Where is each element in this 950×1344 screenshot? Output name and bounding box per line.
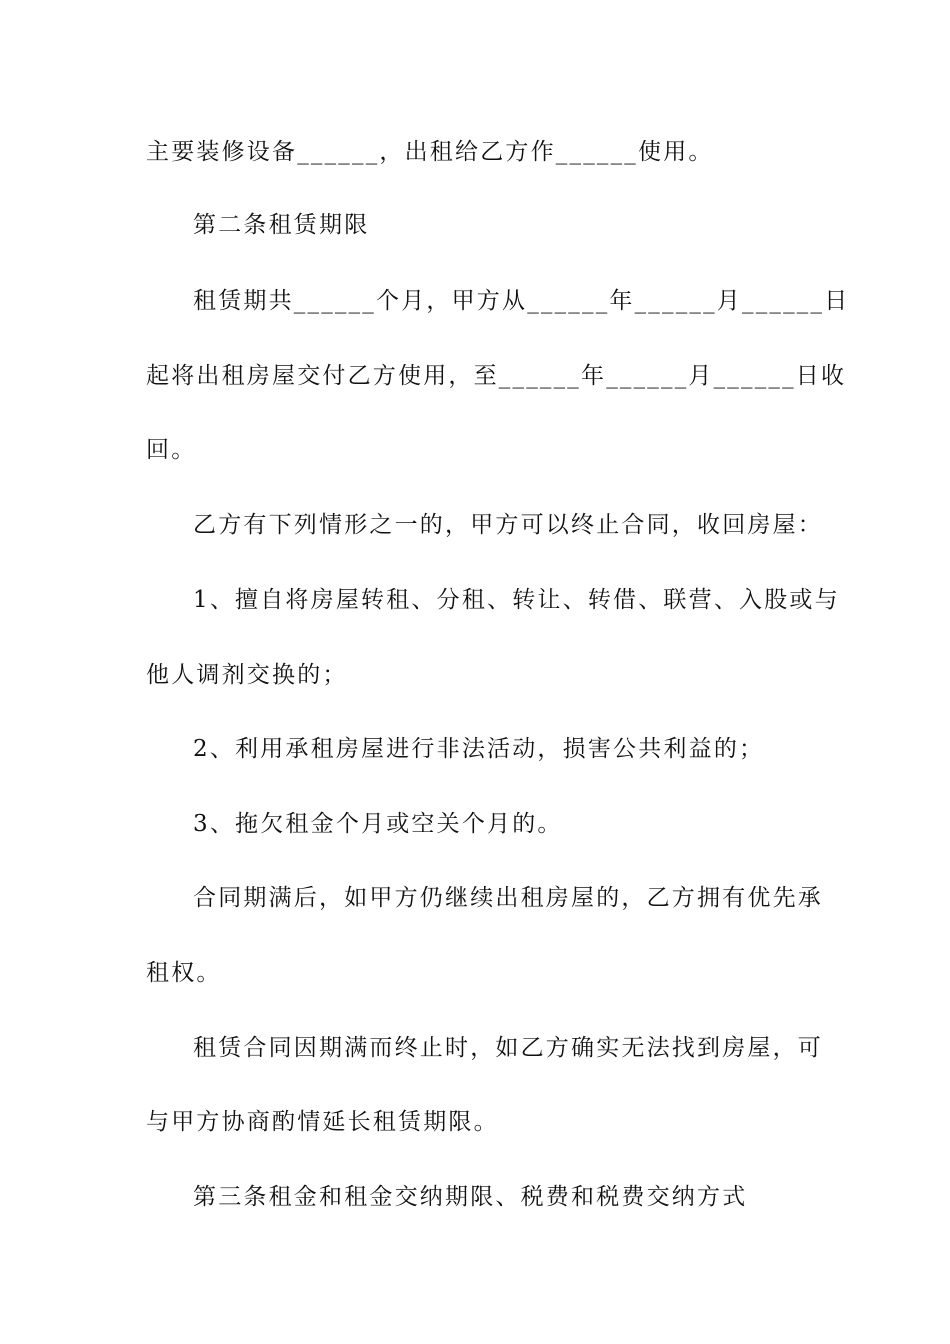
list-item-1-cont: 他人调剂交换的； (146, 662, 348, 688)
list-item-3: 3、拖欠租金个月或空关个月的。 (193, 811, 563, 837)
text-line-priority-right: 合同期满后，如甲方仍继续出租房屋的，乙方拥有优先承 (193, 885, 823, 911)
text-line-lease-term-cont: 起将出租房屋交付乙方使用，至______年______月______日收 (146, 363, 847, 389)
text-line-lease-term: 租赁期共______个月，甲方从______年______月______日 (193, 288, 850, 314)
text-line-extension-cont: 与甲方协商酌情延长租赁期限。 (146, 1109, 499, 1135)
text-line-priority-right-cont: 租权。 (146, 960, 222, 986)
article-two-heading: 第二条租赁期限 (193, 212, 370, 238)
text-line-equipment: 主要装修设备______，出租给乙方作______使用。 (146, 139, 714, 165)
text-line-extension: 租赁合同因期满而终止时，如乙方确实无法找到房屋，可 (193, 1035, 823, 1061)
text-line-termination-intro: 乙方有下列情形之一的，甲方可以终止合同，收回房屋： (193, 512, 823, 538)
list-item-1: 1、擅自将房屋转租、分租、转让、转借、联营、入股或与 (193, 587, 840, 613)
list-item-2: 2、利用承租房屋进行非法活动，损害公共利益的； (193, 736, 765, 762)
article-three-heading: 第三条租金和租金交纳期限、税费和税费交纳方式 (193, 1184, 748, 1210)
text-line-return: 回。 (146, 437, 197, 463)
